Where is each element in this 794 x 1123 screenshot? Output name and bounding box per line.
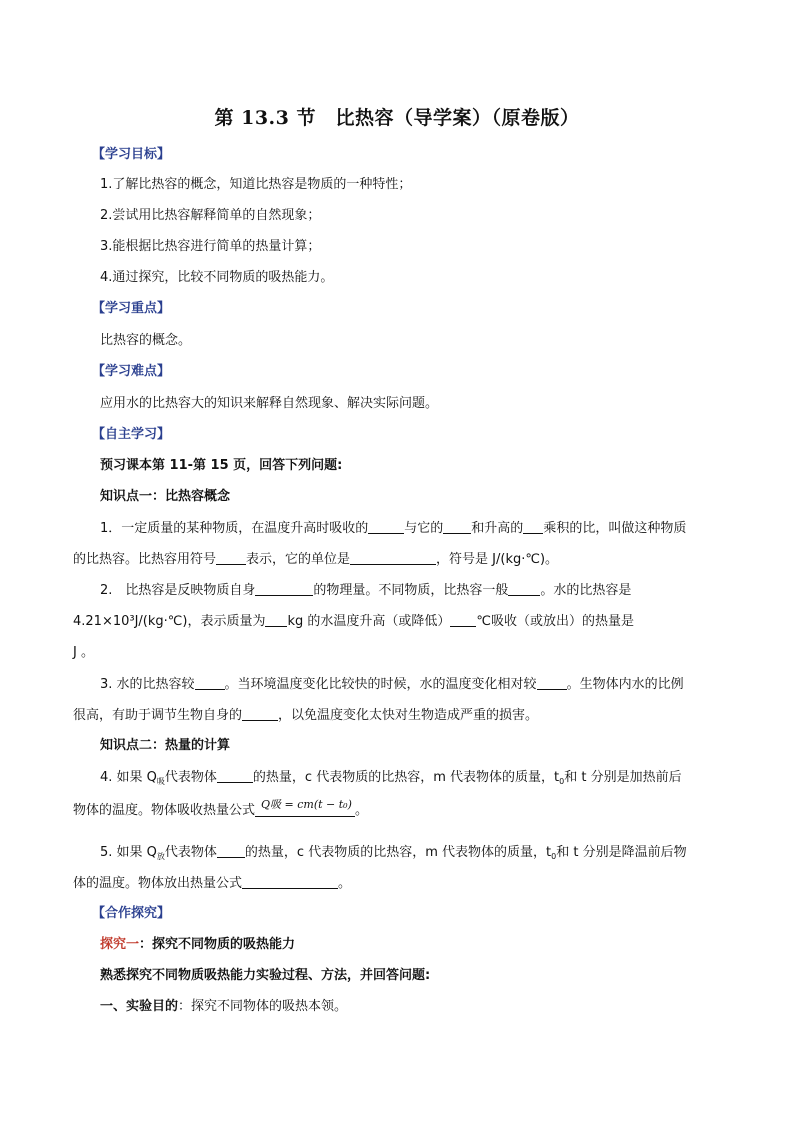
answer-blank[interactable] [242, 874, 338, 889]
cooperative-inquiry-heading: 【合作探究】 [92, 906, 171, 921]
answer-blank[interactable] [217, 843, 245, 858]
question-4-line-2: 物体的温度。物体吸收热量公式 Q吸 = cm(t − t₀) 。 [73, 798, 369, 818]
difficulty-heading: 【学习难点】 [92, 364, 171, 379]
question-2-line-2: 4.21×10³J/(kg·℃)，表示质量为 kg 的水温度升高（或降低） ℃吸收（或放出）的热量是 [73, 614, 634, 629]
answer-blank[interactable] [523, 519, 543, 534]
self-study-intro: 预习课本第 11-第 15 页，回答下列问题: [100, 458, 343, 473]
key-heading: 【学习重点】 [92, 301, 171, 316]
explore-intro: 熟悉探究不同物质吸热能力实验过程、方法，并回答问题: [100, 968, 431, 983]
experiment-goal: 一、实验目的：探究不同物体的吸热本领。 [100, 999, 348, 1014]
question-3-line-2: 很高，有助于调节生物自身的 ，以免温度变化太快对生物造成严重的损害。 [73, 708, 539, 723]
answer-blank[interactable] [537, 675, 567, 690]
question-1-line-1: 1．一定质量的某种物质，在温度升高时吸收的 与它的 和升高的 乘积的比，叫做这种物质 [100, 521, 687, 536]
answer-blank[interactable] [195, 675, 225, 690]
question-5-line-1: 5. 如果 $Q_放$代表物体 的热量，c 代表物质的比热容，m 代表物体的质量，$t_0$和 t 分别是降温前后物 [100, 845, 687, 861]
page-title: 第 13.3 节 比热容（导学案）（原卷版） [214, 107, 580, 129]
explore-1-title: 探究一：探究不同物质的吸热能力 [100, 937, 296, 952]
answer-blank[interactable] [216, 550, 246, 565]
self-study-heading: 【自主学习】 [92, 427, 171, 442]
question-5-line-2: 体的温度。物体放出热量公式 。 [73, 876, 352, 891]
answer-blank[interactable] [443, 519, 471, 534]
knowledge-point-1-title: 知识点一：比热容概念 [100, 489, 231, 504]
answer-blank[interactable] [255, 581, 313, 596]
goal-item-2: 2.尝试用比热容解释简单的自然现象； [100, 208, 321, 223]
goal-item-1: 1.了解比热容的概念，知道比热容是物质的一种特性； [100, 177, 412, 192]
question-3-line-1: 3. 水的比热容较 。当环境温度变化比较快的时候，水的温度变化相对较 。生物体内水的比例 [100, 677, 684, 692]
answer-blank[interactable] [350, 550, 436, 565]
answer-blank[interactable] [368, 519, 404, 534]
question-1-line-2: 的比热容。比热容用符号 表示，它的单位是 ，符号是 J/(kg·℃)。 [73, 552, 559, 567]
answer-blank[interactable] [265, 612, 287, 627]
goals-heading: 【学习目标】 [92, 147, 171, 162]
knowledge-point-2-title: 知识点二：热量的计算 [100, 738, 231, 753]
goal-item-3: 3.能根据比热容进行简单的热量计算； [100, 239, 321, 254]
answer-blank[interactable] [508, 581, 540, 596]
question-2-line-3: J 。 [73, 645, 94, 660]
answer-blank[interactable] [450, 612, 476, 627]
answer-blank[interactable] [242, 706, 278, 721]
difficulty-text: 应用水的比热容大的知识来解释自然现象、解决实际问题。 [100, 396, 439, 411]
key-text: 比热容的概念。 [100, 333, 192, 348]
goal-item-4: 4.通过探究，比较不同物质的吸热能力。 [100, 270, 334, 285]
answer-blank[interactable] [217, 768, 253, 783]
question-2-line-1: 2. 比热容是反映物质自身 的物理量。不同物质，比热容一般 。水的比热容是 [100, 583, 632, 598]
question-4-line-1: 4. 如果 $Q_吸$代表物体 的热量，c 代表物质的比热容，m 代表物体的质量，$t_0$和 t 分别是加热前后 [100, 770, 682, 786]
formula-heat-absorbed: Q吸 = cm(t − t₀) [255, 800, 355, 817]
